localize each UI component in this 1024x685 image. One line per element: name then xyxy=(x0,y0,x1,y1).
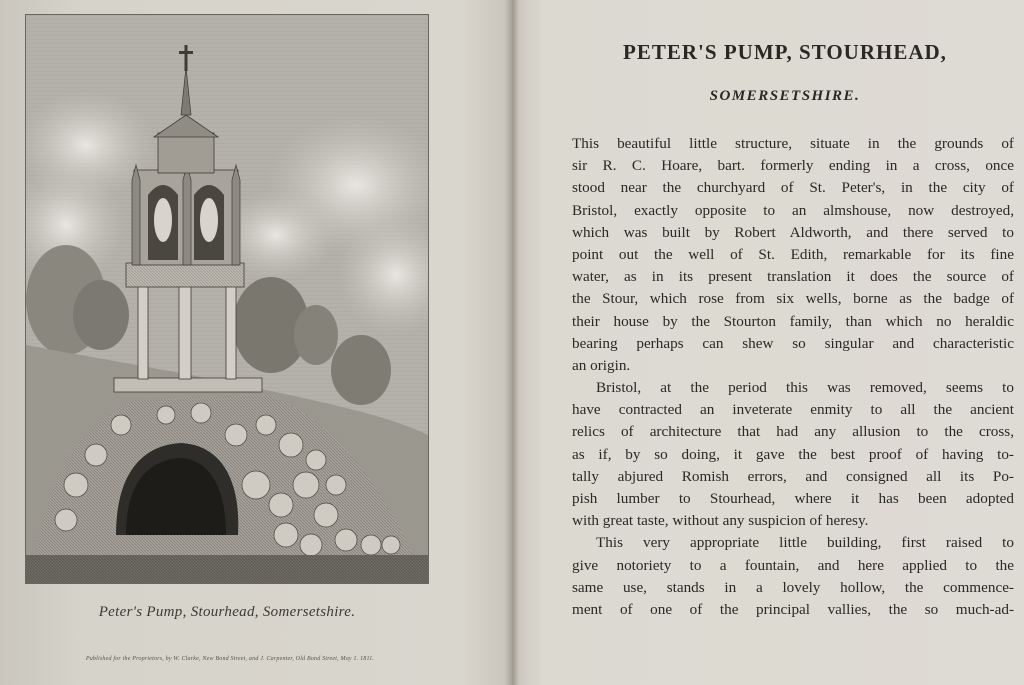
text-line: the Stour, which rose from six wells, borne as the badge of xyxy=(572,290,1014,308)
text-line: their house by the Stourton family, than which no heraldic xyxy=(572,312,1014,330)
page-title: PETER'S PUMP, STOURHEAD, xyxy=(623,40,947,64)
engraving-illustration xyxy=(26,15,428,583)
book-gutter xyxy=(505,0,519,685)
page-subtitle: SOMERSETSHIRE. xyxy=(709,88,861,104)
text-line: sir R. C. Hoare, bart. formerly ending in a cross, once xyxy=(572,157,1014,175)
engraving-plate xyxy=(25,14,429,584)
text-line: bearing perhaps can shew so singular and characteristic xyxy=(572,334,1014,352)
text-line: have contracted an inveterate enmity to all the ancient xyxy=(572,401,1014,419)
text-line: water, as in its present translation it does the source of xyxy=(572,268,1014,286)
text-line: tally abjured Romish errors, and consigned all its Po- xyxy=(572,467,1014,485)
text-line: This beautiful little structure, situate in the grounds of xyxy=(572,135,1014,152)
text-line: pish lumber to Stourhead, where it has been adopted xyxy=(572,490,1014,507)
text-line: relics of architecture that had any allusion to the cross, xyxy=(572,423,1014,441)
text-line: This very appropriate little building, first raised to xyxy=(596,534,1014,552)
publisher-imprint: Published for the Proprietors, by W. Clarke, New Bond Street, and J. Carpenter, Old Bond Street, May 1. 1811. xyxy=(85,656,375,662)
text-line: which was built by Robert Aldworth, and there served to xyxy=(572,223,1014,241)
text-line: an origin. xyxy=(572,356,631,374)
plate-caption: Peter's Pump, Stourhead, Somersetshire. xyxy=(98,604,356,620)
text-line: point out the well of St. Edith, remarkable for its fine xyxy=(572,245,1014,263)
text-line: Bristol, exactly opposite to an almshouse, now destroyed, xyxy=(572,201,1014,219)
text-line: stood near the churchyard of St. Peter's, in the city of xyxy=(572,179,1014,197)
text-line: Bristol, at the period this was removed, seems to xyxy=(596,379,1014,397)
text-line: give notoriety to a fountain, and here applied to the xyxy=(572,556,1014,574)
text-line: ment of one of the principal vallies, the so much-ad- xyxy=(572,600,1014,618)
article-body xyxy=(572,133,1014,621)
text-line: with great taste, without any suspicion of heresy. xyxy=(572,512,869,530)
text-line: as if, by so doing, it gave the best proof of having to- xyxy=(572,445,1014,463)
text-line: same use, stands in a lovely hollow, the commence- xyxy=(572,578,1014,596)
